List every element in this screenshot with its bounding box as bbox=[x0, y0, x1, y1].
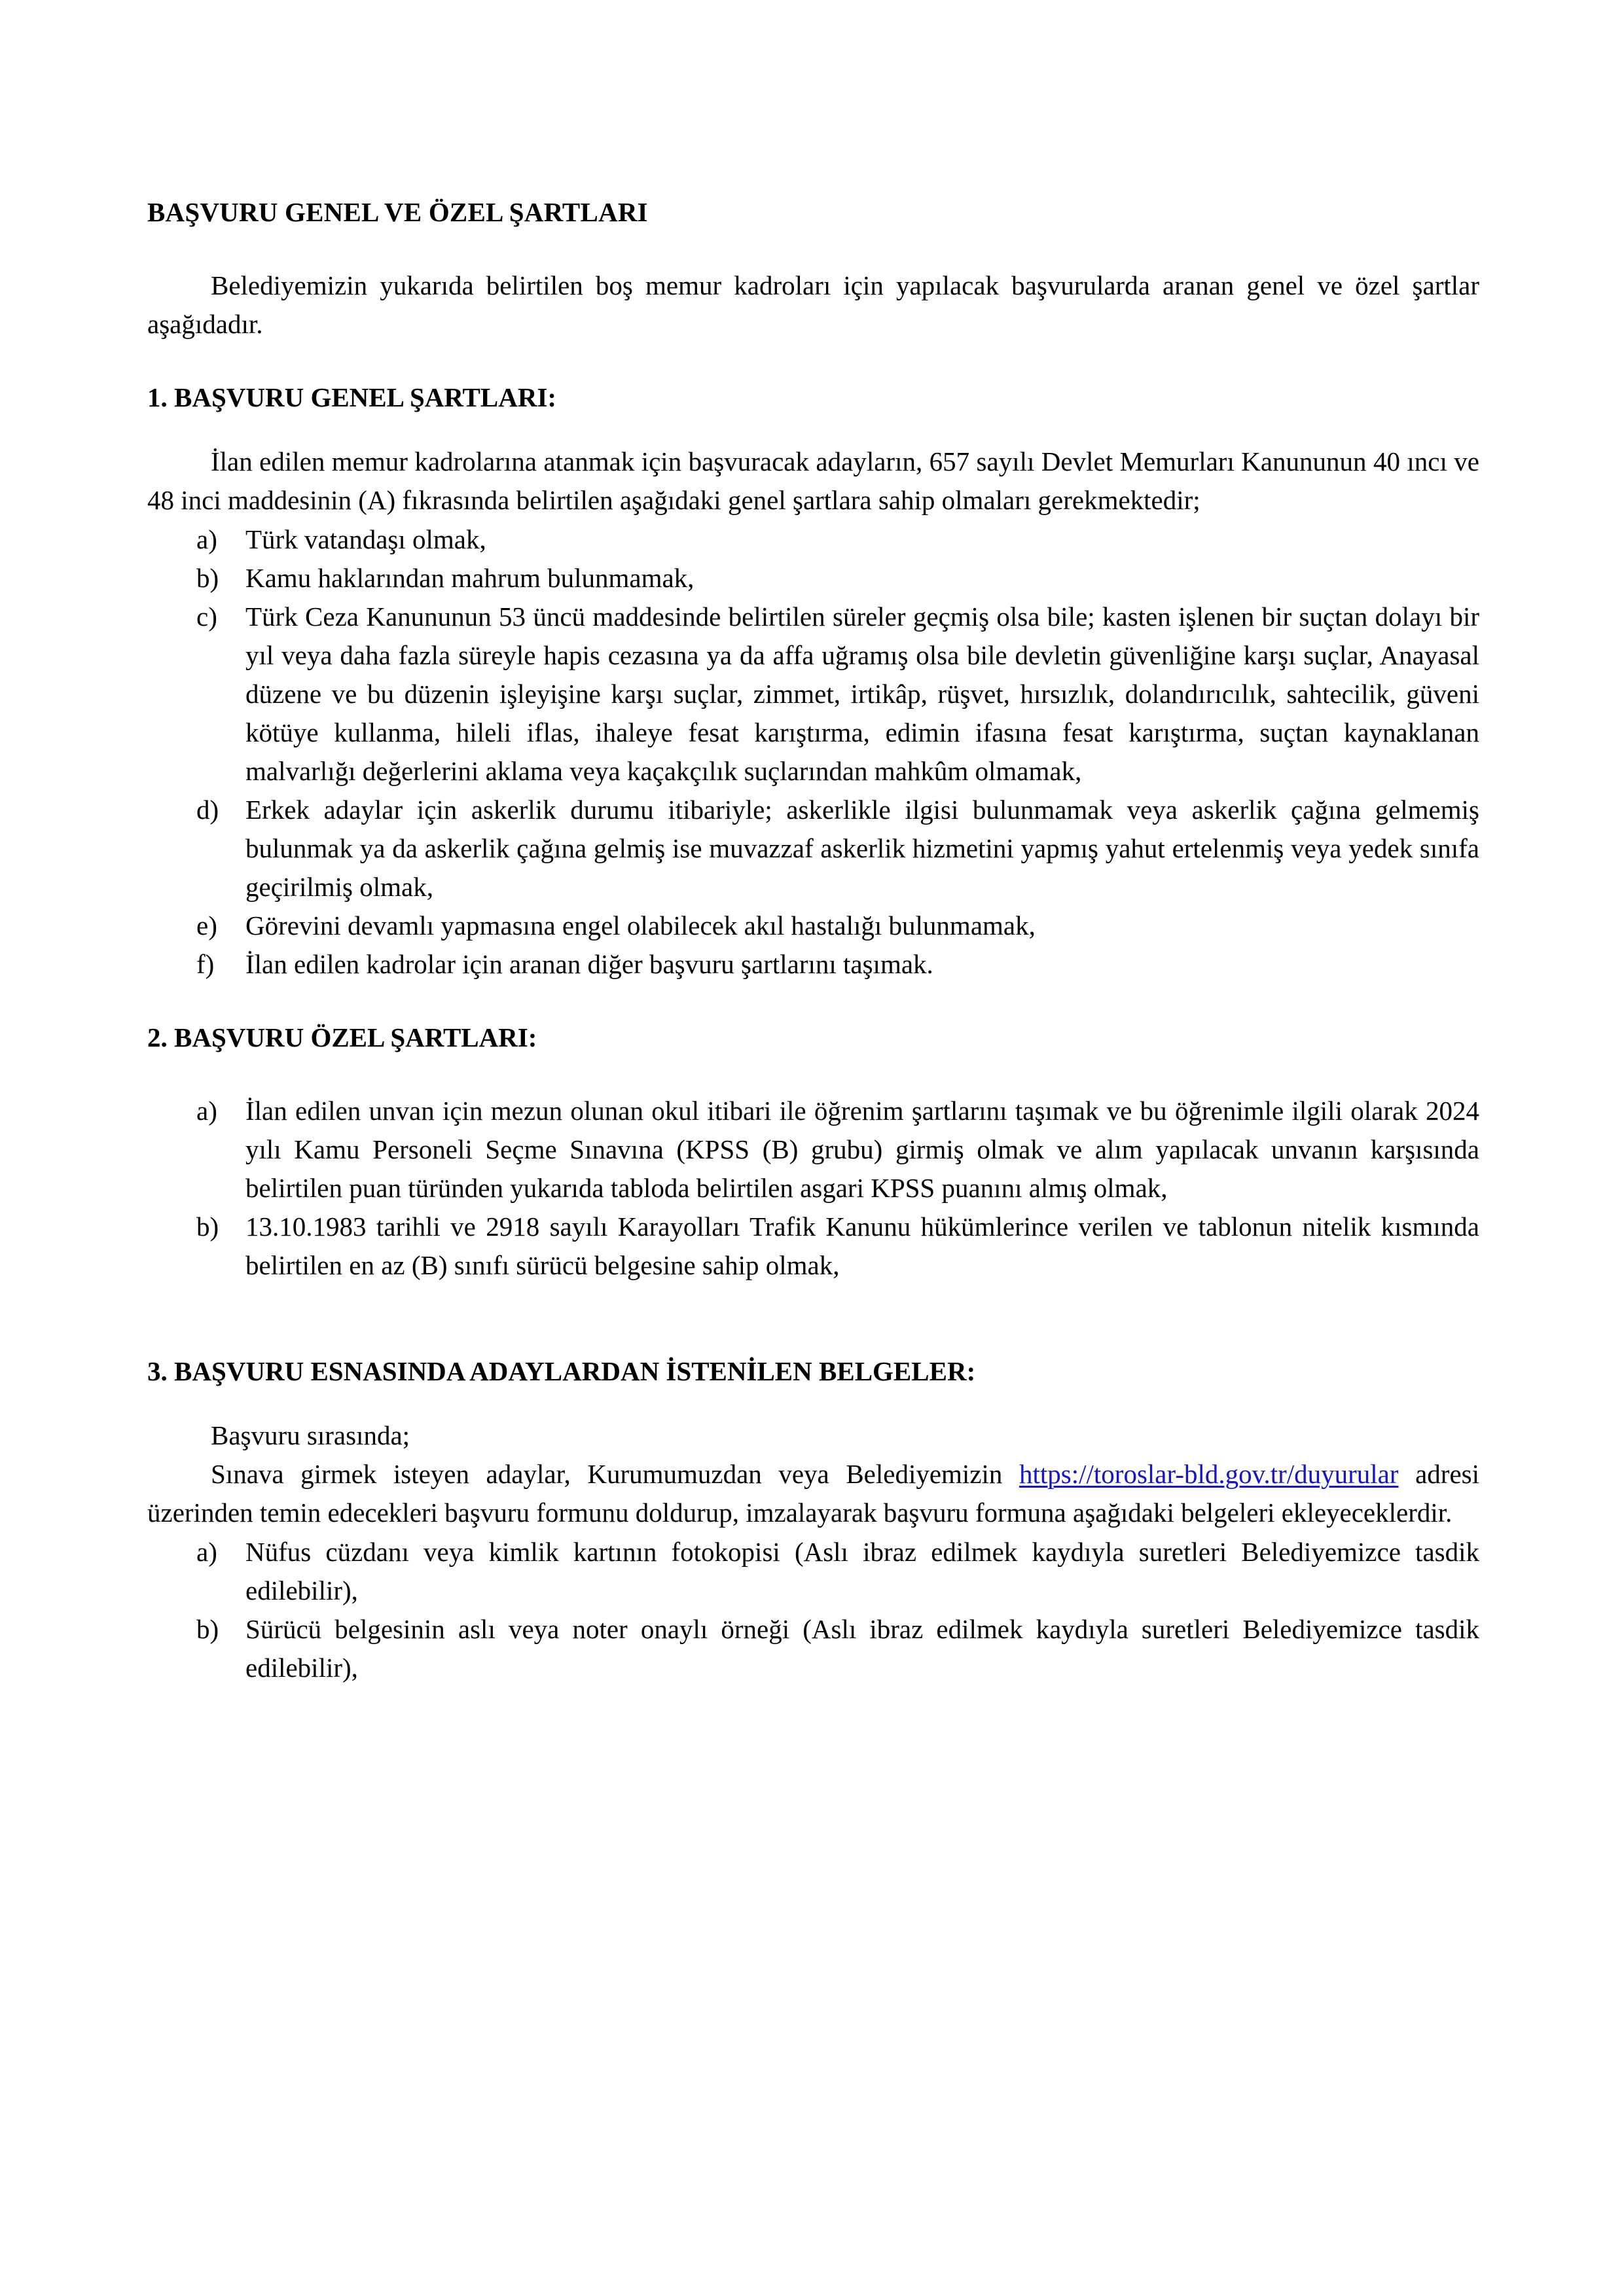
list-item bbox=[147, 1208, 1479, 1285]
list-item-text: Kamu haklarından mahrum bulunmamak, bbox=[245, 562, 695, 593]
spacer bbox=[147, 1388, 1479, 1416]
list-marker: a) bbox=[196, 1536, 217, 1567]
section-heading-special-conditions: 2. BAŞVURU ÖZEL ŞARTLARI: bbox=[147, 1022, 537, 1052]
spacer bbox=[147, 1285, 1479, 1355]
list-marker: a) bbox=[196, 524, 217, 554]
section3-body-before-link: Sınava girmek isteyen adaylar, Kurumumuzdan veya Belediyemizin bbox=[211, 1459, 1019, 1490]
page-title: BAŞVURU GENEL VE ÖZEL ŞARTLARI bbox=[147, 197, 648, 227]
spacer bbox=[147, 344, 1479, 382]
list-item-text: İlan edilen kadrolar için aranan diğer başvuru şartlarını taşımak. bbox=[245, 948, 933, 979]
section3-body-paragraph bbox=[147, 1455, 1479, 1532]
list-item-text: İlan edilen unvan için mezun olunan okul itibari ile öğrenim şartlarını taşımak ve bu öğrenimle ilgili olarak 2024 yılı Kamu Personeli Seçme Sınavına (KPSS (B) grubu) girmiş olmak ve alım yapılacak unvanın karşısında belirtilen puan türünden yukarıda tabloda belirtilen asgari KPSS puanını almış olmak, bbox=[245, 1096, 1479, 1204]
list-item bbox=[147, 1092, 1479, 1208]
section1-lead-paragraph: İlan edilen memur kadrolarına atanmak için başvuracak adayların, 657 sayılı Devlet Memurları Kanununun 40 ıncı ve 48 inci maddesinin (A) fıkrasında belirtilen aşağıdaki genel şartlara sahip olmaları gerekmektedir; bbox=[147, 446, 1479, 516]
section-heading-general-conditions: 1. BAŞVURU GENEL ŞARTLARI: bbox=[147, 382, 557, 413]
list-marker: b) bbox=[196, 562, 219, 593]
list-item bbox=[147, 520, 1479, 559]
list-marker: c) bbox=[196, 601, 217, 632]
list-marker: b) bbox=[196, 1211, 219, 1242]
list-item-text: Türk Ceza Kanununun 53 üncü maddesinde belirtilen süreler geçmiş olsa bile; kasten işlenen bir suçtan dolayı bir yıl veya daha fazla süreyle hapis cezasına ya da affa uğramış olsa bile devletin güvenliğine karşı suçlar, Anayasal düzene ve bu düzenin işleyişine karşı suçlar, zimmet, irtikâp, rüşvet, hırsızlık, dolandırıcılık, sahtecilik, güveni kötüye kullanma, hileli iflas, ihaleye fesat karıştırma, edimin ifasına fesat karıştırma, suçtan kaynaklanan malvarlığı değerlerini aklama veya kaçakçılık suçlarından mahkûm olmamak, bbox=[245, 601, 1479, 786]
list-item bbox=[147, 598, 1479, 791]
list-item bbox=[147, 906, 1479, 945]
list-item bbox=[147, 791, 1479, 906]
list-item-text: Nüfus cüzdanı veya kimlik kartının fotokopisi (Aslı ibraz edilmek kaydıyla suretleri Belediyemizce tasdik edilebilir), bbox=[245, 1536, 1479, 1605]
list-marker: f) bbox=[196, 948, 215, 979]
list-marker: b) bbox=[196, 1613, 219, 1644]
section3-list bbox=[147, 1533, 1479, 1687]
list-item-text: Sürücü belgesinin aslı veya noter onaylı örneği (Aslı ibraz edilmek kaydıyla suretleri Belediyemizce tasdik edilebilir), bbox=[245, 1613, 1479, 1683]
list-item bbox=[147, 1533, 1479, 1610]
list-item-text: 13.10.1983 tarihli ve 2918 sayılı Karayolları Trafik Kanunu hükümlerince verilen ve tablonun nitelik kısmında belirtilen en az (B) sınıfı sürücü belgesine sahip olmak, bbox=[245, 1211, 1479, 1281]
section1-list bbox=[147, 520, 1479, 984]
list-item-text: Türk vatandaşı olmak, bbox=[245, 524, 486, 554]
spacer bbox=[147, 414, 1479, 442]
list-item bbox=[147, 945, 1479, 984]
list-marker: e) bbox=[196, 910, 217, 941]
spacer bbox=[147, 984, 1479, 1022]
section2-list bbox=[147, 1092, 1479, 1285]
list-item bbox=[147, 1610, 1479, 1687]
list-item-text: Erkek adaylar için askerlik durumu itibariyle; askerlikle ilgisi bulunmamak veya askerlik çağına gelmemiş bulunmak ya da askerlik çağına gelmiş ise muvazzaf askerlik hizmetini yapmış yahut ertelenmiş veya yedek sınıfa geçirilmiş olmak, bbox=[245, 794, 1479, 902]
section3-body-after-link: adresi üzerinden temin edecekleri başvuru formunu doldurup, imzalayarak başvuru formuna aşağıdaki belgeleri ekleyeceklerdir. bbox=[147, 1459, 1479, 1528]
duyurular-link[interactable]: https://toroslar-bld.gov.tr/duyurular bbox=[1019, 1459, 1399, 1490]
list-item bbox=[147, 559, 1479, 598]
list-item-text: Görevini devamlı yapmasına engel olabilecek akıl hastalığı bulunmamak, bbox=[245, 910, 1036, 941]
section-heading-required-documents: 3. BAŞVURU ESNASINDA ADAYLARDAN İSTENİLEN BELGELER: bbox=[147, 1356, 976, 1387]
intro-paragraph: Belediyemizin yukarıda belirtilen boş memur kadroları için yapılacak başvurularda aranan genel ve özel şartlar aşağıdadır. bbox=[147, 270, 1479, 340]
spacer bbox=[147, 1054, 1479, 1092]
list-marker: a) bbox=[196, 1096, 217, 1126]
section3-lead-line: Başvuru sırasında; bbox=[211, 1420, 410, 1451]
list-marker: d) bbox=[196, 794, 219, 825]
